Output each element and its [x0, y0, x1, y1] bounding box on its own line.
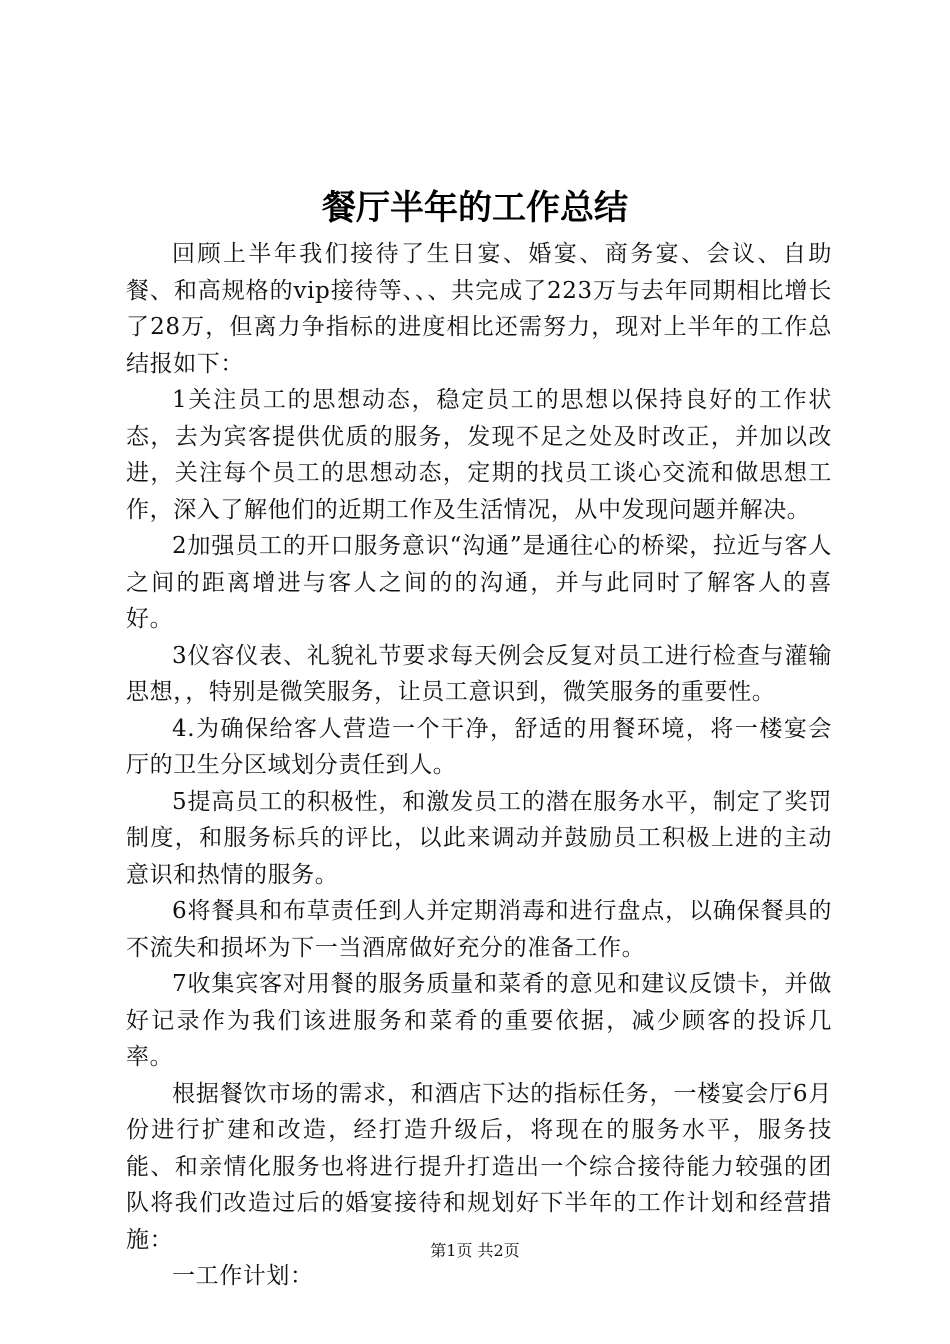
page-number-footer: 第1页 共2页 [430, 1241, 520, 1260]
paragraph-item-7: 7收集宾客对用餐的服务质量和菜肴的意见和建议反馈卡，并做好记录作为我们该进服务和菜肴的重要依据，减少顾客的投诉几率。 [126, 971, 832, 1070]
paragraph-item-6: 6将餐具和布草责任到人并定期消毒和进行盘点，以确保餐具的不流失和损坏为下一当酒席做好充分的准备工作。 [126, 898, 832, 961]
document-body [126, 236, 832, 1295]
paragraph-intro: 回顾上半年我们接待了生日宴、婚宴、商务宴、会议、自助餐、和高规格的vip接待等、、、共完成了223万与去年同期相比增长了28万，但离力争指标的进度相比还需努力，现对上半年的工作总结报如下： [126, 241, 832, 377]
paragraph-item-2: 2加强员工的开口服务意识“沟通”是通往心的桥梁，拉近与客人之间的距离增进与客人之间的的沟通，并与此同时了解客人的喜好。 [126, 533, 832, 632]
paragraph-item-1: 1关注员工的思想动态，稳定员工的思想以保持良好的工作状态，去为宾客提供优质的服务，发现不足之处及时改正，并加以改进，关注每个员工的思想动态，定期的找员工谈心交流和做思想工作，深入了解他们的近期工作及生活情况，从中发现问题并解决。 [126, 387, 832, 523]
section-heading-work-plan: 一工作计划： [172, 1263, 314, 1289]
paragraph-item-3: 3仪容仪表、礼貌礼节要求每天例会反复对员工进行检查与灌输思想，，特别是微笑服务，让员工意识到，微笑服务的重要性。 [126, 642, 832, 705]
paragraph-item-5: 5提高员工的积极性，和激发员工的潜在服务水平，制定了奖罚制度，和服务标兵的评比，以此来调动并鼓励员工积极上进的主动意识和热情的服务。 [126, 788, 832, 888]
paragraph-item-4: 4.为确保给客人营造一个干净，舒适的用餐环境，将一楼宴会厅的卫生分区域划分责任到人。 [126, 715, 832, 778]
document-title: 餐厅半年的工作总结 [322, 188, 628, 228]
paragraph-plan-intro: 根据餐饮市场的需求，和酒店下达的指标任务，一楼宴会厅6月份进行扩建和改造，经打造升级后，将现在的服务水平，服务技能、和亲情化服务也将进行提升打造出一个综合接待能力较强的团队将我们改造过后的婚宴接待和规划好下半年的工作计划和经营措施： [126, 1080, 832, 1253]
